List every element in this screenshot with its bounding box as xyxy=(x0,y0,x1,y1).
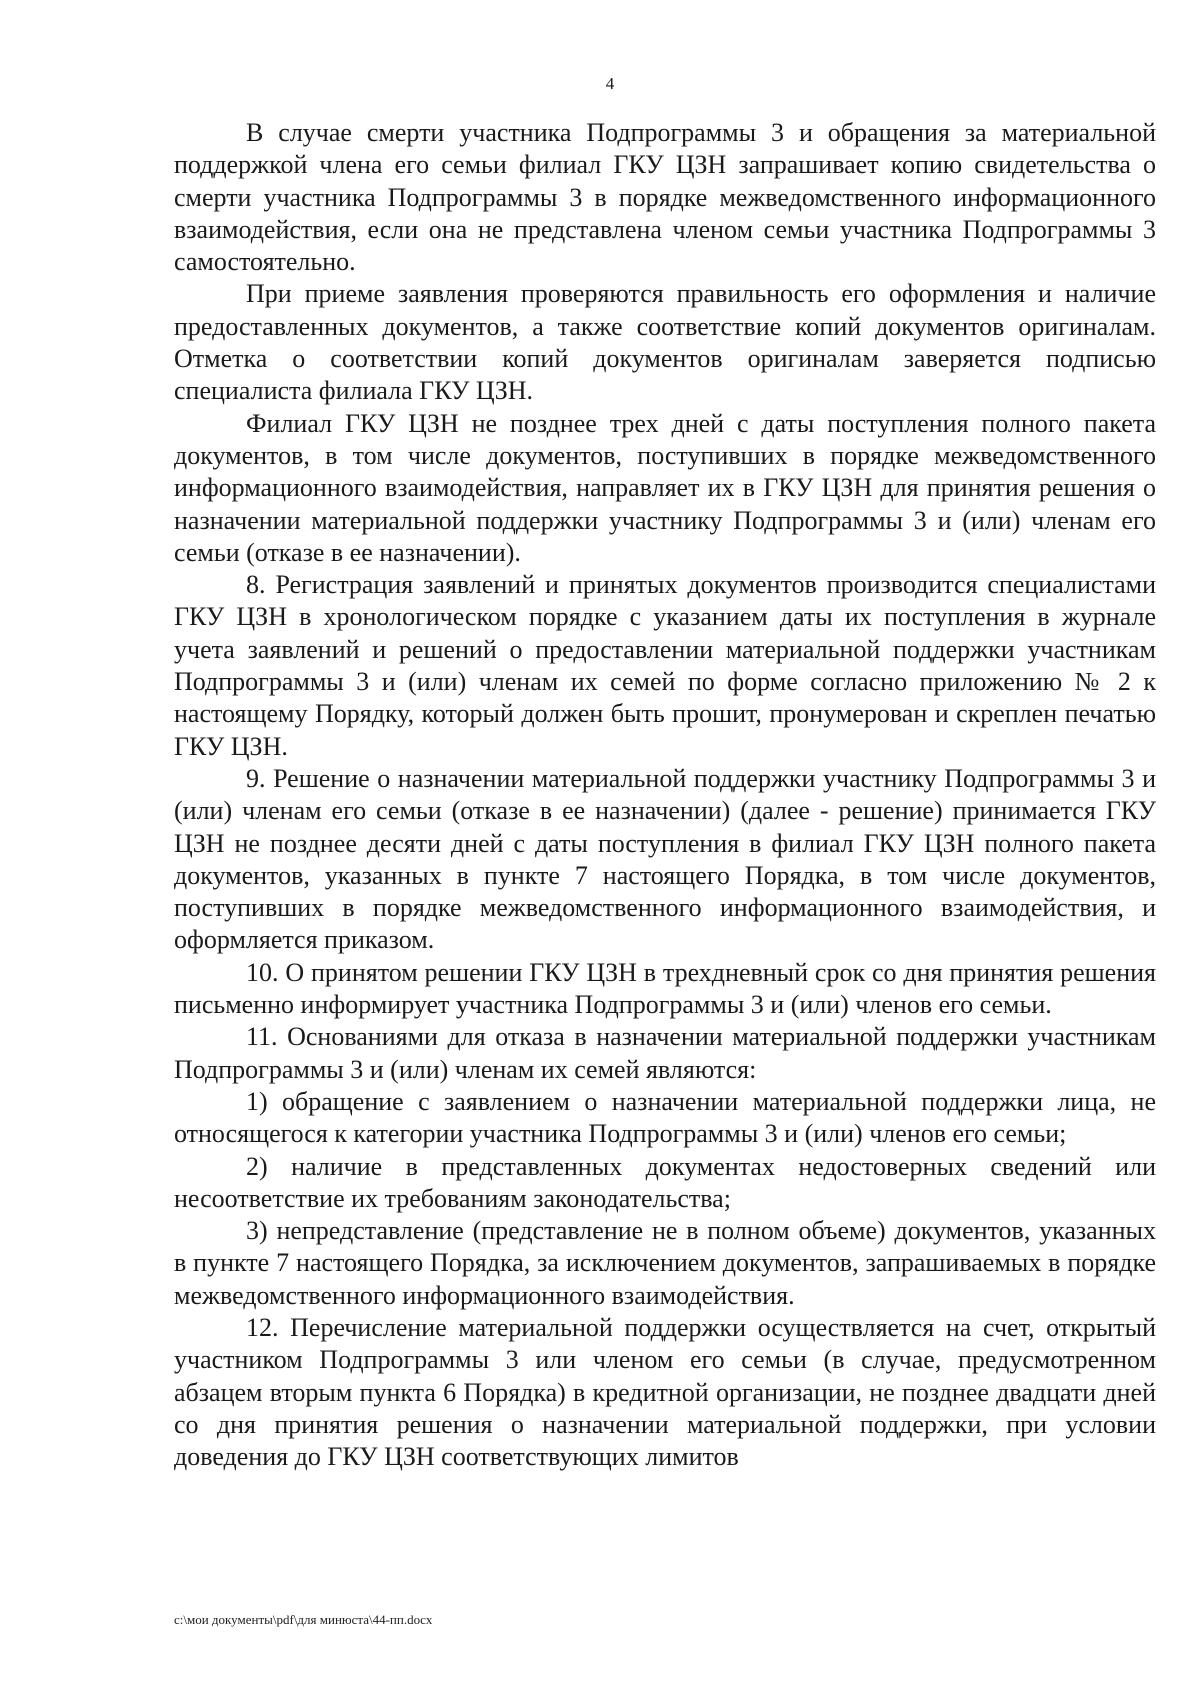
document-body xyxy=(174,117,1156,1473)
paragraph-item-9: 9. Решение о назначении материальной поддержки участнику Подпрограммы 3 и (или) членам его семьи (отказе в ее назначении) (далее - решение) принимается ГКУ ЦЗН не позднее десяти дней с даты поступления в филиал ГКУ ЦЗН полного пакета документов, указанных в пункте 7 настоящего Порядка, в том числе документов, поступивших в порядке межведомственного информационного взаимодействия, и оформляется приказом. xyxy=(174,763,1156,955)
paragraph-item-10: 10. О принятом решении ГКУ ЦЗН в трехдневный срок со дня принятия решения письменно информирует участника Подпрограммы 3 и (или) членов его семьи. xyxy=(174,957,1156,1020)
paragraph: При приеме заявления проверяются правильность его оформления и наличие предоставленных документов, а также соответствие копий документов оригиналам. Отметка о соответствии копий документов оригиналам заверяется подписью специалиста филиала ГКУ ЦЗН. xyxy=(174,279,1156,406)
paragraph-item-12: 12. Перечисление материальной поддержки осуществляется на счет, открытый участником Подпрограммы 3 или членом его семьи (в случае, предусмотренном абзацем вторым пункта 6 Порядка) в кредитной организации, не позднее двадцати дней со дня принятия решения о назначении материальной поддержки, при условии доведения до ГКУ ЦЗН соответствующих лимитов xyxy=(174,1312,1156,1472)
subitem-2: 2) наличие в представленных документах недостоверных сведений или несоответствие их требованиям законодательства; xyxy=(174,1151,1156,1213)
paragraph-item-11: 11. Основаниями для отказа в назначении материальной поддержки участникам Подпрограммы 3 и (или) членам их семей являются: xyxy=(174,1022,1156,1084)
paragraph: В случае смерти участника Подпрограммы 3 и обращения за материальной поддержкой члена его семьи филиал ГКУ ЦЗН запрашивает копию свидетельства о смерти участника Подпрограммы 3 в порядке межведомственного информационного взаимодействия, если она не представлена членом семьи участника Подпрограммы 3 самостоятельно. xyxy=(174,118,1156,277)
paragraph-item-8: 8. Регистрация заявлений и принятых документов производится специалистами ГКУ ЦЗН в хронологическом порядке с указанием даты их поступления в журнале учета заявлений и решений о предоставлении материальной поддержки участникам Подпрограммы 3 и (или) членам их семей по форме согласно приложению № 2 к настоящему Порядку, который должен быть прошит, пронумерован и скреплен печатью ГКУ ЦЗН. xyxy=(174,570,1156,761)
subitem-1: 1) обращение с заявлением о назначении материальной поддержки лица, не относящегося к категории участника Подпрограммы 3 и (или) членов его семьи; xyxy=(174,1086,1156,1149)
file-path-footer: c:\мои документы\pdf\для минюста\44-пп.docx xyxy=(174,1612,433,1627)
page-number: 4 xyxy=(605,74,615,93)
paragraph: Филиал ГКУ ЦЗН не позднее трех дней с даты поступления полного пакета документов, в том числе документов, поступивших в порядке межведомственного информационного взаимодействия, направляет их в ГКУ ЦЗН для принятия решения о назначении материальной поддержки участнику Подпрограммы 3 и (или) членам его семьи (отказе в ее назначении). xyxy=(174,408,1156,567)
subitem-3: 3) непредставление (представление не в полном объеме) документов, указанных в пункте 7 настоящего Порядка, за исключением документов, запрашиваемых в порядке межведомственного информационного взаимодействия. xyxy=(174,1216,1156,1310)
